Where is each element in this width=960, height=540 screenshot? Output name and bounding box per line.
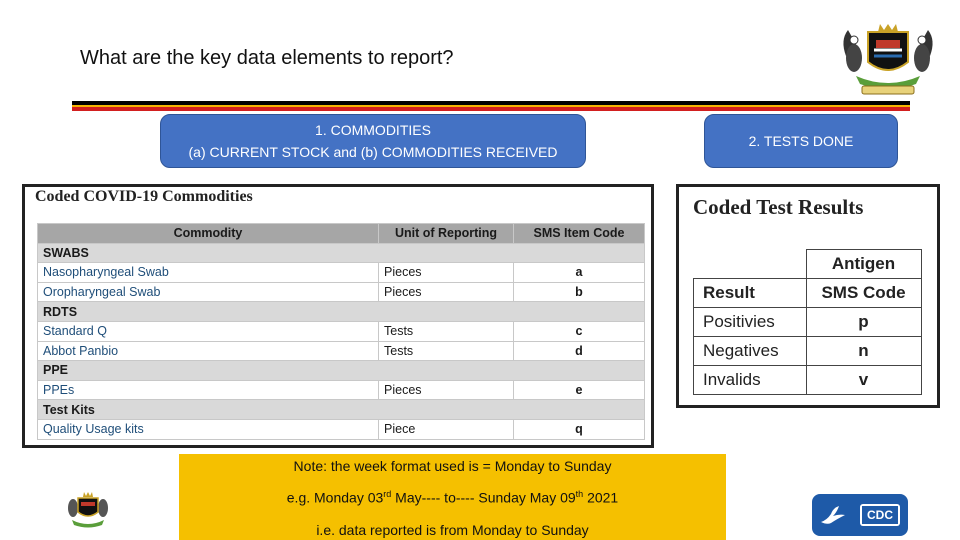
tests-done-box (704, 114, 898, 168)
note-line-3: i.e. data reported is from Monday to Sunday (316, 522, 589, 538)
cdc-badge (860, 504, 900, 526)
table-section-row (38, 302, 645, 322)
sms-code-cell: b (514, 282, 645, 302)
test-results-title: Coded Test Results (693, 195, 864, 219)
commodities-table (37, 223, 645, 440)
red-stripe (72, 107, 910, 111)
test-row (694, 366, 922, 395)
note-line-2-pre: e.g. Monday 03 (286, 489, 384, 506)
commodities-box-line1: 1. COMMODITIES (315, 122, 431, 138)
table-row (38, 419, 645, 439)
commodity-cell: Standard Q (38, 321, 379, 341)
section-label: SWABS (38, 243, 645, 263)
table-row (38, 341, 645, 361)
note-line-1: Note: the week format used is = Monday to Sunday (293, 458, 612, 474)
small-coat-of-arms-icon (64, 490, 112, 530)
table-header-row (38, 224, 645, 244)
commodity-cell: PPEs (38, 380, 379, 400)
unit-cell: Tests (379, 341, 514, 361)
commodities-box (160, 114, 586, 168)
test-code-cell: n (806, 337, 921, 366)
note-line-2-mid: May---- to---- Sunday May 09 (391, 489, 576, 506)
col-header-unit: Unit of Reporting (379, 224, 514, 244)
sms-code-header: SMS Code (806, 279, 921, 308)
section-label: RDTS (38, 302, 645, 322)
sms-code-cell: e (514, 380, 645, 400)
note-line-2-post: 2021 (583, 489, 619, 506)
note-sup-1: rd (383, 489, 392, 499)
test-result-cell: Positivies (694, 308, 807, 337)
sms-code-cell: c (514, 321, 645, 341)
note-box (179, 454, 726, 540)
commodity-cell: Nasopharyngeal Swab (38, 263, 379, 283)
commodity-cell: Quality Usage kits (38, 419, 379, 439)
test-col-header-row (694, 279, 922, 308)
note-sup-2: th (575, 489, 584, 499)
commodities-box-line2: (a) CURRENT STOCK and (b) COMMODITIES RECEIVED (188, 144, 558, 160)
sms-code-cell: a (514, 263, 645, 283)
test-row (694, 337, 922, 366)
table-row (38, 263, 645, 283)
col-header-commodity: Commodity (38, 224, 379, 244)
unit-cell: Piece (379, 419, 514, 439)
test-results-panel (676, 184, 940, 408)
table-section-row (38, 361, 645, 381)
test-group-header-row (694, 250, 922, 279)
table-row (38, 380, 645, 400)
sms-code-cell: q (514, 419, 645, 439)
commodity-cell: Abbot Panbio (38, 341, 379, 361)
table-row (38, 282, 645, 302)
commodities-title: Coded COVID-19 Commodities (35, 188, 253, 205)
commodities-table-body (38, 243, 645, 439)
test-code-cell: v (806, 366, 921, 395)
unit-cell: Pieces (379, 263, 514, 283)
section-label: Test Kits (38, 400, 645, 420)
cdc-text: CDC (862, 506, 898, 524)
section-label: PPE (38, 361, 645, 381)
unit-cell: Pieces (379, 380, 514, 400)
table-section-row (38, 243, 645, 263)
coat-of-arms-icon (834, 20, 942, 100)
unit-cell: Pieces (379, 282, 514, 302)
test-result-cell: Invalids (694, 366, 807, 395)
test-row (694, 308, 922, 337)
tests-done-label: 2. TESTS DONE (748, 133, 854, 149)
col-header-sms-code: SMS Item Code (514, 224, 645, 244)
test-results-table (693, 249, 922, 395)
slide-title: What are the key data elements to report? (80, 47, 454, 69)
commodity-cell: Oropharyngeal Swab (38, 282, 379, 302)
antigen-header: Antigen (806, 250, 921, 279)
result-header: Result (694, 279, 807, 308)
unit-cell: Tests (379, 321, 514, 341)
table-row (38, 321, 645, 341)
test-code-cell: p (806, 308, 921, 337)
sms-code-cell: d (514, 341, 645, 361)
empty-cell (694, 250, 807, 279)
cdc-logo (812, 494, 908, 536)
commodities-panel (22, 184, 654, 448)
note-line-2 (179, 489, 726, 506)
hhs-eagle-icon (818, 500, 848, 530)
table-section-row (38, 400, 645, 420)
test-result-cell: Negatives (694, 337, 807, 366)
